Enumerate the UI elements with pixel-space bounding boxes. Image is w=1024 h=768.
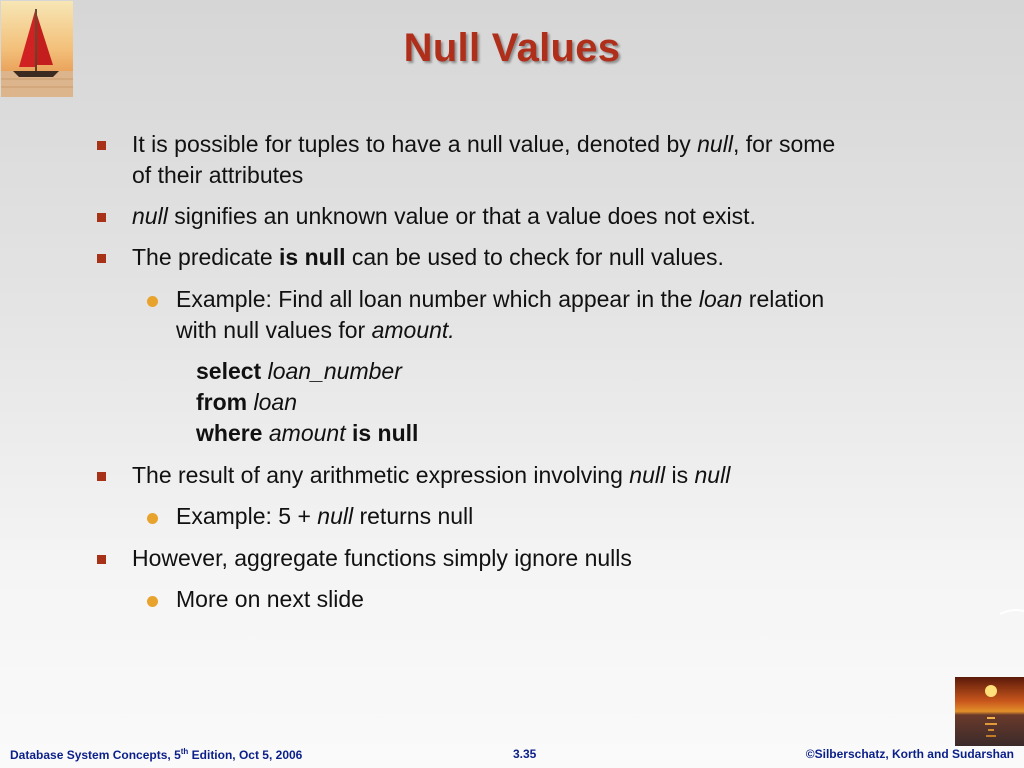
sql-identifier: loan_number <box>267 358 402 384</box>
bullet-text-3 <box>132 242 724 273</box>
text-run: signifies an unknown value or that a value does not exist. <box>167 203 756 229</box>
text-run-bold: is null <box>279 244 346 270</box>
round-bullet <box>147 513 158 524</box>
text-run: , for some <box>732 131 836 157</box>
bullet-text-1 <box>132 129 835 160</box>
code-line-select <box>196 356 402 387</box>
text-run: The result of any arithmetic expression involving <box>132 462 630 488</box>
sql-keyword: where <box>196 420 263 446</box>
round-bullet <box>147 596 158 607</box>
bullet-text-2 <box>132 201 756 232</box>
square-bullet <box>97 254 106 263</box>
round-bullet <box>147 296 158 307</box>
sub-bullet-text-3-cont <box>176 315 455 346</box>
text-run: returns null <box>353 503 474 529</box>
sub-bullet-text-5: More on next slide <box>176 586 364 612</box>
sql-keyword: from <box>196 389 248 415</box>
text-run: Example: 5 + <box>176 503 318 529</box>
text-run: It is possible for tuples to have a null value, denoted by <box>132 131 698 157</box>
code-line-where <box>196 418 418 449</box>
footer-page-number: 3.35 <box>513 747 537 761</box>
bullet-text-1-cont: of their attributes <box>132 162 304 188</box>
square-bullet <box>97 472 106 481</box>
footer-text: Edition, Oct 5, 2006 <box>188 748 303 762</box>
text-run: The predicate <box>132 244 280 270</box>
text-run-italic: amount. <box>371 317 455 343</box>
text-run-italic: null <box>629 462 666 488</box>
text-run: Example: Find all loan number which appear in the <box>176 286 699 312</box>
text-run: relation <box>742 286 825 312</box>
text-run-italic: null <box>132 203 168 229</box>
text-run: is <box>665 462 695 488</box>
text-run-italic: null <box>694 462 731 488</box>
code-line-from <box>196 387 297 418</box>
text-run-italic: null <box>317 503 354 529</box>
sql-keyword: select <box>196 358 262 384</box>
slide-title: Null Values <box>403 26 621 70</box>
square-bullet <box>97 555 106 564</box>
footer-copyright: ©Silberschatz, Korth and Sudarshan <box>805 747 1014 761</box>
text-run-italic: loan <box>698 286 743 312</box>
text-run-italic: null <box>697 131 733 157</box>
text-run: with null values for <box>176 317 372 343</box>
bullet-text-5: However, aggregate functions simply ignore nulls <box>132 545 632 571</box>
text-run: can be used to check for null values. <box>345 244 724 270</box>
sub-bullet-text-3 <box>176 284 824 315</box>
sub-bullet-text-4 <box>176 501 473 532</box>
footer-text: Database System Concepts, 5 <box>10 748 181 762</box>
sql-identifier: amount <box>268 420 346 446</box>
sql-keyword: is null <box>351 420 419 446</box>
square-bullet <box>97 141 106 150</box>
footer-left <box>10 747 302 762</box>
sql-identifier: loan <box>253 389 297 415</box>
bullet-text-4 <box>132 460 730 491</box>
footer-superscript: th <box>180 747 189 756</box>
square-bullet <box>97 213 106 222</box>
